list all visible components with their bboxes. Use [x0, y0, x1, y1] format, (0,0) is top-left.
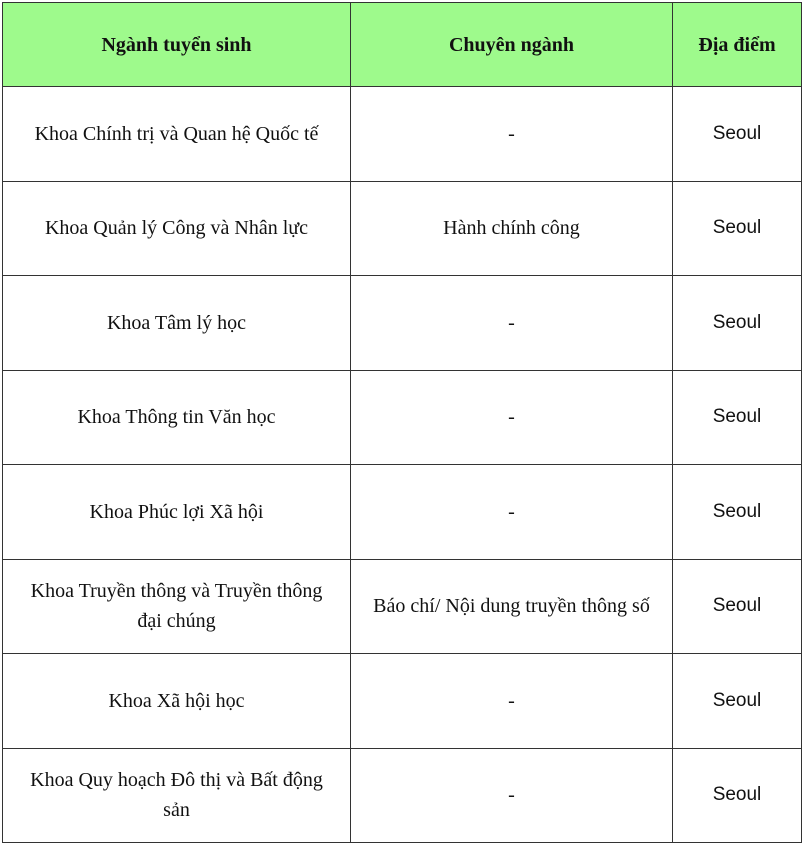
specialization-cell: Báo chí/ Nội dung truyền thông số	[351, 559, 673, 654]
table-row	[3, 276, 802, 371]
major-cell: Khoa Quản lý Công và Nhân lực	[3, 181, 351, 276]
specialization-cell: -	[351, 87, 673, 182]
location-cell: Seoul	[673, 748, 802, 843]
table-row	[3, 181, 802, 276]
table-row	[3, 465, 802, 560]
header-specialization: Chuyên ngành	[351, 3, 673, 87]
major-cell: Khoa Quy hoạch Đô thị và Bất động sản	[3, 748, 351, 843]
specialization-cell: -	[351, 276, 673, 371]
table-row	[3, 559, 802, 654]
major-cell: Khoa Tâm lý học	[3, 276, 351, 371]
table-row	[3, 87, 802, 182]
location-cell: Seoul	[673, 276, 802, 371]
location-cell: Seoul	[673, 87, 802, 182]
header-location: Địa điểm	[673, 3, 802, 87]
header-major: Ngành tuyển sinh	[3, 3, 351, 87]
major-cell: Khoa Xã hội học	[3, 654, 351, 749]
major-cell: Khoa Thông tin Văn học	[3, 370, 351, 465]
table-header	[3, 3, 802, 87]
specialization-cell: -	[351, 654, 673, 749]
table-row	[3, 748, 802, 843]
table-row	[3, 654, 802, 749]
table-row	[3, 370, 802, 465]
location-cell: Seoul	[673, 370, 802, 465]
specialization-cell: -	[351, 370, 673, 465]
header-row	[3, 3, 802, 87]
location-cell: Seoul	[673, 181, 802, 276]
major-cell: Khoa Truyền thông và Truyền thông đại chúng	[3, 559, 351, 654]
specialization-cell: -	[351, 465, 673, 560]
location-cell: Seoul	[673, 465, 802, 560]
major-cell: Khoa Chính trị và Quan hệ Quốc tế	[3, 87, 351, 182]
location-cell: Seoul	[673, 654, 802, 749]
major-cell: Khoa Phúc lợi Xã hội	[3, 465, 351, 560]
admissions-table	[2, 2, 802, 843]
specialization-cell: Hành chính công	[351, 181, 673, 276]
specialization-cell: -	[351, 748, 673, 843]
location-cell: Seoul	[673, 559, 802, 654]
table-body	[3, 87, 802, 843]
